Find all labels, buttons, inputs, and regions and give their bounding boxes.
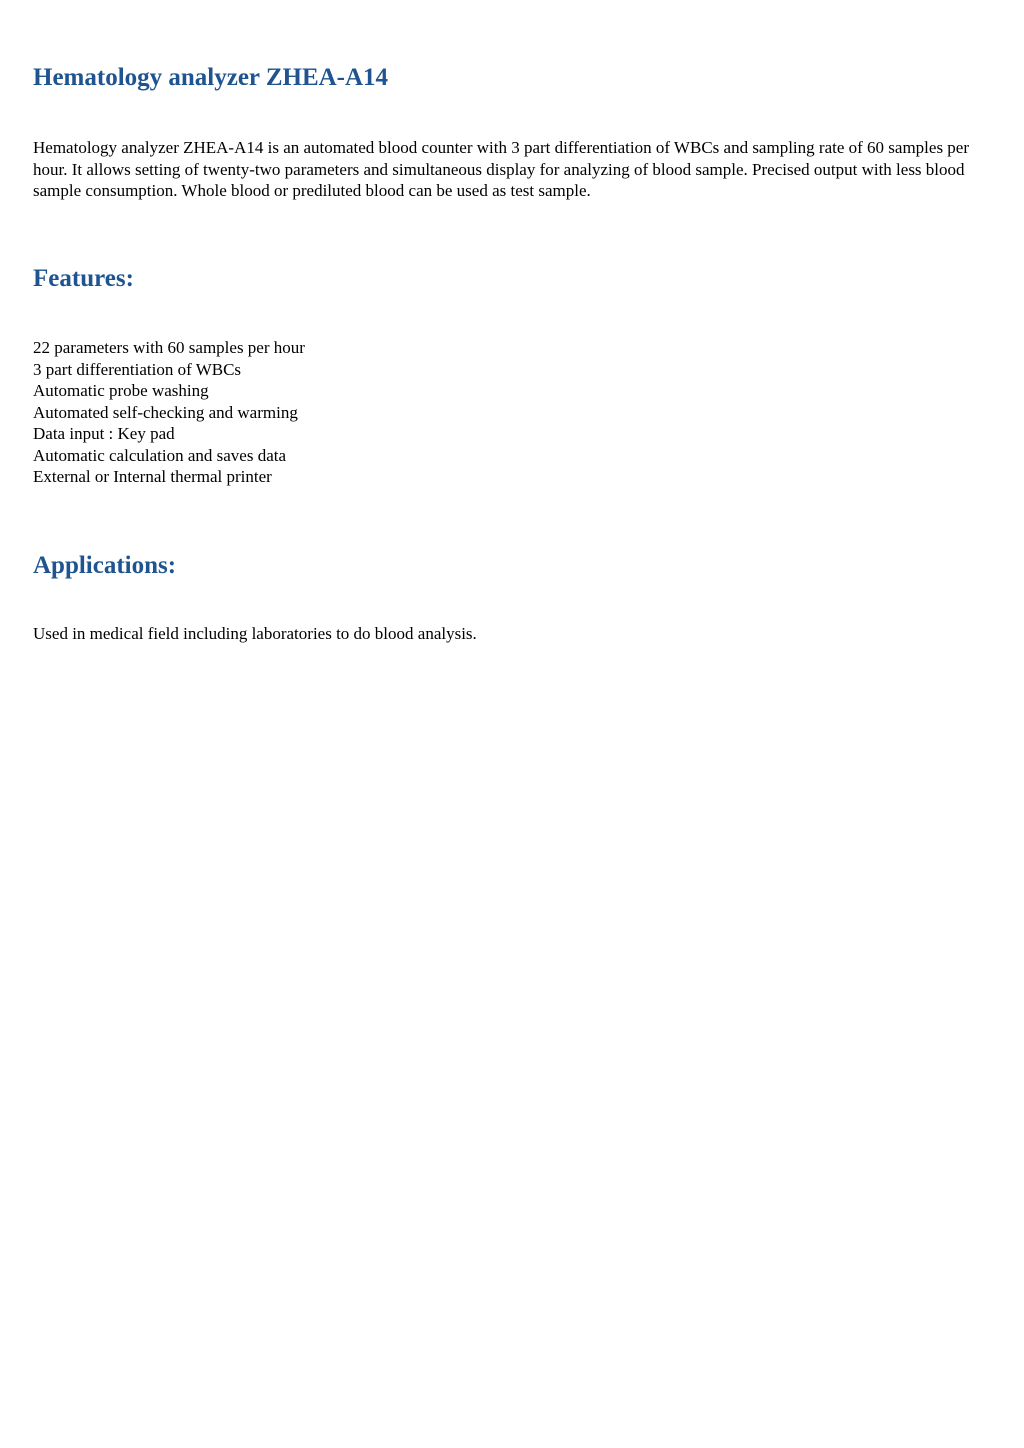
features-heading: Features:: [33, 265, 134, 292]
feature-item: Data input : Key pad: [33, 424, 175, 443]
feature-item: External or Internal thermal printer: [33, 467, 272, 486]
intro-paragraph: Hematology analyzer ZHEA-A14 is an automated blood counter with 3 part differentiation of WBCs and sampling rate of 60 samples per hour. It allows setting of twenty-two parameters and simultaneous display for analyzing of blood sample. Precised output with less blood sample consumption. Whole blood or prediluted blood can be used as test sample.: [33, 138, 970, 200]
applications-heading: Applications:: [33, 552, 177, 579]
feature-item: 22 parameters with 60 samples per hour: [33, 338, 305, 357]
feature-item: 3 part differentiation of WBCs: [33, 359, 242, 379]
page-title: Hematology analyzer ZHEA-A14: [33, 64, 389, 91]
feature-item: Automatic calculation and saves data: [33, 445, 287, 465]
applications-paragraph: Used in medical field including laboratories to do blood analysis.: [33, 624, 477, 643]
feature-item: Automated self-checking and warming: [33, 402, 298, 422]
feature-item: Automatic probe washing: [33, 381, 209, 400]
features-list: [33, 337, 305, 488]
